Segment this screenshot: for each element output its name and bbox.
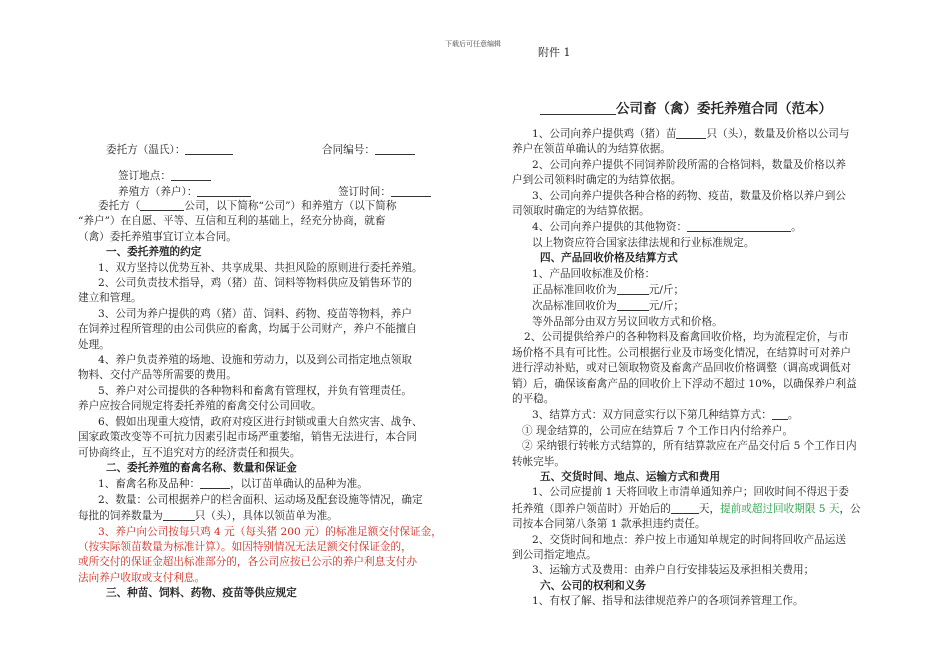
section-5-title: 五、交货时间、地点、运输方式和费用 (540, 470, 721, 483)
s3-line: 司领取时确定的为结算依据。 (512, 205, 650, 218)
deposit-line: 或所交付的保证金超出标准部分的，各公司应按已公示的养户利息支付办 (78, 556, 417, 569)
section-3-title: 三、种苗、饲料、药物、疫苗等供应规定 (106, 587, 297, 600)
s1-line: 2、公司负责技术指导，鸡（猪）苗、饲料等物料供应及销售环节的 (98, 277, 412, 290)
intro-line-2: “养户”）在自愿、平等、互信和互利的基础上，经充分协商，就畜 (78, 215, 386, 228)
title-company-blank[interactable] (540, 102, 616, 115)
left-body (78, 198, 448, 602)
good-price-blank[interactable] (617, 282, 649, 295)
breed-blank[interactable] (200, 476, 230, 489)
sign-place-label: 签订地点： (118, 168, 211, 184)
intro-company-blank[interactable] (140, 198, 184, 211)
s4-line: 场价格不具有可比性。公司根据行业及市场变化情况，在结算时可对养户 (512, 346, 851, 359)
s3-line: 养户在领苗单确认的为结算依据。 (512, 143, 671, 156)
days-blank[interactable] (671, 501, 699, 514)
s5-line: 1、公司应提前 1 天将回收上市清单通知养户；回收时间不得迟于委 (532, 486, 849, 499)
quantity-blank[interactable] (163, 508, 195, 521)
deadline-note: 提前或超过回收期限 5 天 (720, 502, 840, 515)
contract-title (540, 97, 832, 117)
s4-settlement: 3、结算方式：双方同意实行以下第几种结算方式： 。 (532, 409, 799, 422)
s1-line: 4、养户负责养殖的场地、设施和劳动力，以及到公司指定地点领取 (98, 354, 412, 367)
s3-line-1: 1、公司向养户提供鸡（猪）苗 只（头），数量及价格以公司与 (532, 128, 850, 140)
s5-line-2: 托养殖（即养户领苗时）开始后的 天，提前或超过回收期限 5 天，公 (512, 502, 861, 515)
s5-line: 到公司指定地点。 (512, 548, 597, 561)
farmer-label: 养殖方（养户）： (118, 184, 251, 200)
s3-line: 2、公司向养户提供不同饲养阶段所需的合格饲料，数量及价格以养 (532, 158, 846, 171)
title-text: 公司畜（禽）委托养殖合同（范本） (616, 101, 832, 117)
sign-place-blank[interactable] (171, 168, 211, 181)
client-label: 委托方（温氏）： (106, 142, 233, 158)
right-column (512, 126, 882, 610)
s5-line: 2、交货时间和地点：养户按上市通知单规定的时间将回收产品运送 (532, 533, 846, 546)
farmer-blank[interactable] (197, 184, 251, 197)
s2-line-3: 每批的饲养数量为 只（头），具体以领苗单为准。 (78, 510, 338, 523)
deposit-line: 法向养户收取或支付利息。 (78, 571, 206, 584)
deposit-line: 3、养户向公司按每只鸡 4 元（每头猪 200 元）的标准足额交付保证金， (98, 525, 442, 538)
s1-line: 1、双方坚持以优势互补、共享成果、共担风险的原则进行委托养殖。 (98, 261, 423, 274)
s4-line: 等外品部分由双方另议回收方式和价格。 (532, 315, 723, 328)
s1-line: 3、公司为养户提供的鸡（猪）苗、饲料、药物、疫苗等物料，养户 (98, 307, 412, 320)
s4-line: 进行浮动补贴，或对已领取物资及畜禽产品回收价格调整（调高或调低对 (512, 362, 851, 375)
editable-note: 下载后可任意编辑 (445, 40, 501, 48)
settlement-method-blank[interactable] (772, 407, 788, 420)
s2-line-2: 2、数量：公司根据养户的栏舍面积、运动场及配套设施等情况，确定 (98, 493, 423, 506)
contract-no-label: 合同编号： (322, 142, 415, 158)
deposit-line: （按实际领苗数量为标准计算）。如因特别情况无法足额交付保证金的， (78, 540, 412, 553)
s5-line: 司按本合同第八条第 1 款承担违约责任。 (512, 518, 706, 531)
s1-line: 物料、交付产品等所需要的费用。 (78, 369, 237, 382)
section-2-title: 二、委托养殖的畜禽名称、数量和保证金 (106, 461, 297, 474)
s4-option-2-cont: 转帐完毕。 (512, 455, 565, 468)
section-6-title: 六、公司的权利和义务 (540, 579, 646, 592)
s6-line: 1、有权了解、指导和法律规范养户的各项饲养管理工作。 (532, 595, 804, 608)
s4-price-good: 正品标准回收价为 元/斤； (532, 284, 685, 297)
s4-line: 销）后，确保该畜禽产品的回收价上下浮动不超过 10%，以确保养户利益 (512, 377, 857, 390)
sign-time-label: 签订时间： (338, 184, 431, 200)
s1-line: 建立和管理。 (78, 292, 142, 305)
second-price-blank[interactable] (617, 298, 649, 311)
contract-no-blank[interactable] (375, 142, 415, 155)
section-1-title: 一、委托养殖的约定 (106, 246, 202, 259)
chick-count-blank[interactable] (676, 126, 706, 139)
s4-line: 的平稳。 (512, 392, 555, 405)
s5-line: 3、运输方式及费用：由养户自行安排装运及承担相关费用； (532, 564, 815, 577)
intro-line-3: （禽）委托养殖事宜订立本合同。 (78, 230, 237, 243)
s3-line: 以上物资应符合国家法律法规和行业标准规定。 (532, 236, 755, 249)
s1-line: 5、养户对公司提供的各种物料和畜禽有管理权，并负有管理责任。 (98, 384, 412, 397)
s4-price-second: 次品标准回收价为 元/斤； (532, 300, 685, 313)
s1-line: 在饲养过程所管理的由公司供应的畜禽，均属于公司财产，养户不能擅自 (78, 323, 417, 336)
s4-option-1: ① 现金结算的，公司应在结算后 7 个工作日内付给养户。 (522, 424, 794, 437)
s4-line: 2、公司提供给养户的各种物料及畜禽回收价格，均为流程定价，与市 (524, 331, 849, 344)
s3-line: 户到公司领料时确定的为结算依据。 (512, 174, 682, 187)
s1-line: 养户应按合同规定将委托养殖的畜禽交付公司回收。 (78, 400, 322, 413)
attachment-label: 附件 1 (538, 46, 571, 59)
s1-line: 处理。 (78, 338, 110, 351)
other-supplies-blank[interactable] (687, 219, 791, 232)
s3-line-other: 4、公司向养户提供的其他物资： 。 (532, 221, 802, 234)
intro-line-1: 委托方（ 公司，以下简称“公司”）和养殖方（以下简称 (98, 200, 397, 212)
s4-line: 1、产品回收标准及价格： (532, 267, 656, 280)
s2-line-1: 1、畜禽名称及品种： ，以订苗单确认的品种为准。 (98, 478, 368, 491)
s1-line: 6、假如出现重大疫情，政府对疫区进行封锁或重大自然灾害、战争、 (98, 415, 423, 428)
section-4-title: 四、产品回收价格及结算方式 (540, 252, 678, 265)
s4-option-2: ② 采纳银行转帐方式结算的，所有结算款应在产品交付后 5 个工作日内 (522, 440, 857, 453)
s3-line: 3、公司向养户提供各种合格的药物、疫苗，数量及价格以养户到公 (532, 189, 846, 202)
client-blank[interactable] (185, 142, 233, 155)
s1-line: 国家政策改变等不可抗力因素引起市场严重萎缩，销售无法进行，本合同 (78, 431, 417, 444)
s1-line: 可协商终止，互不追究对方的经济责任和损失。 (78, 446, 301, 459)
sign-time-blank[interactable] (391, 184, 431, 197)
